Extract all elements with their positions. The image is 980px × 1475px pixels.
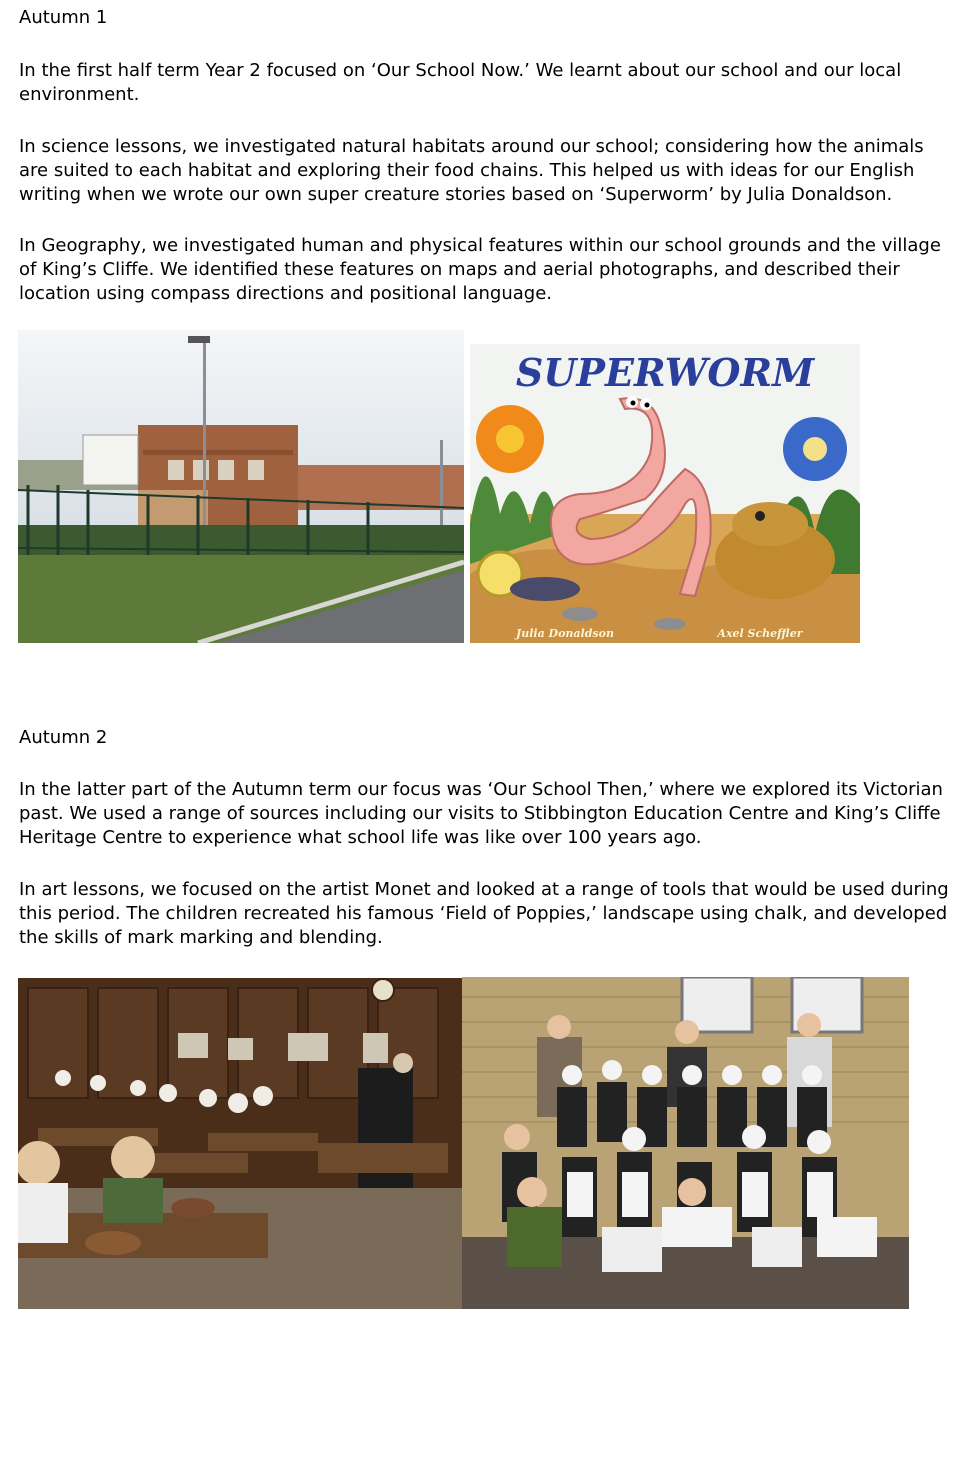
autumn1-paragraph-3: In Geography, we investigated human and physical features within our school grounds and the village of King’s Cliffe. We identified these features on maps and aerial photographs, and described their location using compass directions and positional language.	[19, 235, 941, 304]
book-author: Julia Donaldson	[516, 627, 614, 640]
book-title: SUPERWORM	[515, 350, 815, 395]
autumn1-paragraph-2: In science lessons, we investigated natural habitats around our school; considering how the animals are suited to each habitat and exploring their food chains. This helped us with ideas for our English writing when we wrote our own super creature stories based on ‘Superworm’ by Julia Donaldson.	[19, 136, 924, 205]
autumn2-paragraph-1: In the latter part of the Autumn term our focus was ‘Our School Then,’ where we explored its Victorian past. We used a range of sources including our visits to Stibbington Education Centre and King’s Cliffe Heritage Centre to experience what school life was like over 100 years ago.	[19, 779, 943, 848]
autumn1-heading: Autumn 1	[19, 7, 108, 28]
victorian-costume-group-photo	[462, 977, 909, 1309]
school-building-photo	[18, 330, 464, 643]
autumn2-paragraph-2: In art lessons, we focused on the artist Monet and looked at a range of tools that would be used during this period. The children recreated his famous ‘Field of Poppies,’ landscape using chalk, and developed the skills of mark marking and blending.	[19, 879, 949, 948]
book-illustrator: Axel Scheffler	[717, 627, 803, 640]
superworm-book-cover	[470, 344, 860, 643]
autumn1-paragraph-1: In the first half term Year 2 focused on ‘Our School Now.’ We learnt about our school and our local environment.	[19, 60, 902, 105]
victorian-classroom-photo	[18, 978, 462, 1309]
autumn2-heading: Autumn 2	[19, 727, 108, 748]
